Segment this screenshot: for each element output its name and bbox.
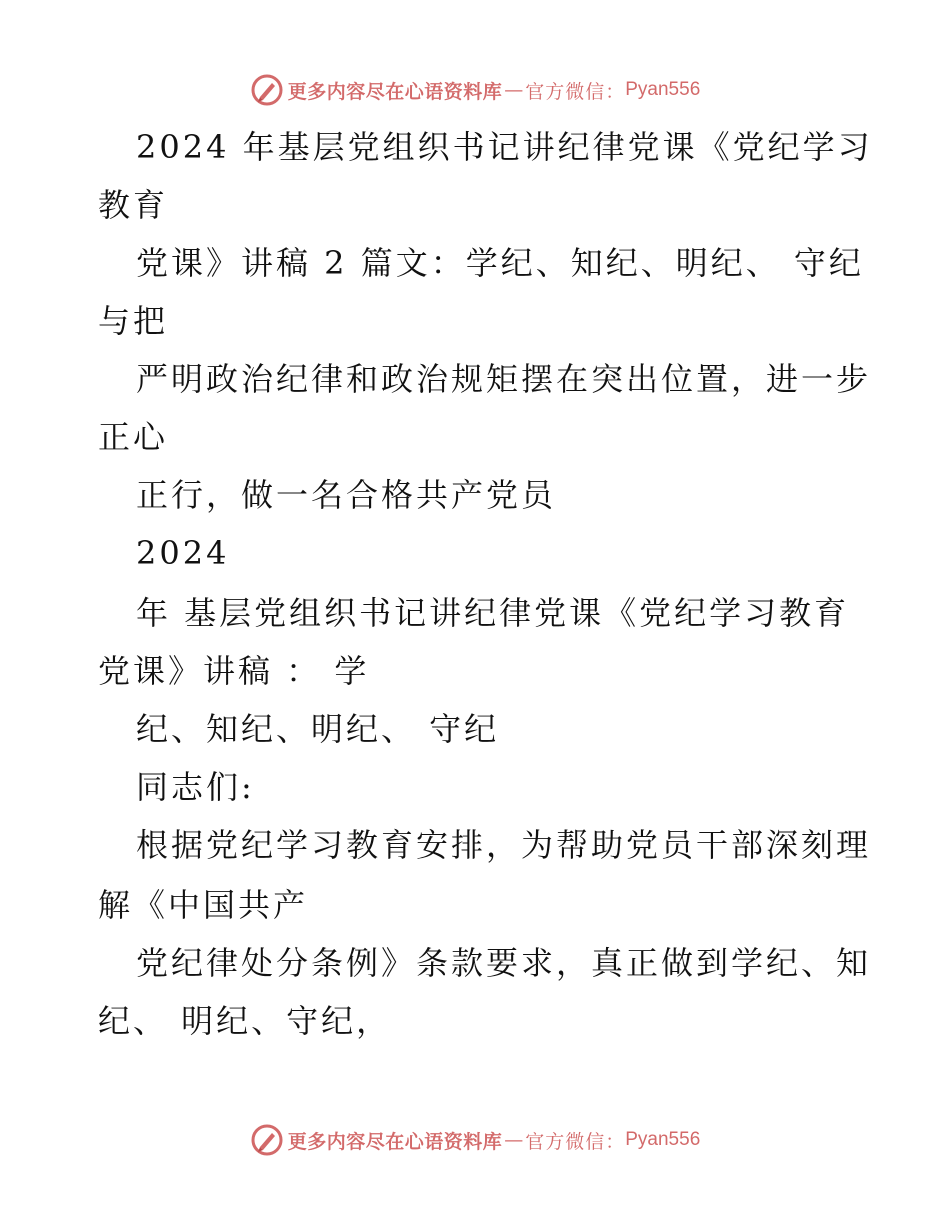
watermark-text: 更多内容尽在心语资料库	[287, 1130, 503, 1153]
pen-logo-icon	[250, 1123, 284, 1157]
body-line: 党纪律处分条例》条款要求，真正做到学纪、知	[136, 944, 872, 982]
body-line: 同志们:	[136, 768, 255, 806]
watermark-header	[0, 70, 950, 110]
watermark-wechat-id: Pyan556	[625, 79, 701, 100]
body-line: 教育	[98, 186, 169, 224]
watermark-dash: —	[504, 79, 524, 101]
body-line: 2024 年基层党组织书记讲纪律党课《党纪学习	[136, 128, 873, 166]
watermark-wechat-id: Pyan556	[625, 1129, 701, 1150]
watermark-wechat-label: 官方微信：	[525, 80, 626, 103]
body-line: 解《中国共产	[98, 886, 309, 924]
body-line: 纪、知纪、明纪、 守纪	[136, 710, 500, 748]
watermark-dash: —	[504, 1129, 524, 1151]
body-line: 与把	[98, 302, 169, 340]
body-line: 根据党纪学习教育安排，为帮助党员干部深刻理	[136, 826, 872, 864]
watermark-footer	[0, 1120, 950, 1160]
body-line: 党课》讲稿 ： 学	[98, 652, 370, 690]
body-line: 正行，做一名合格共产党员	[136, 476, 557, 514]
body-line: 党课》讲稿 2 篇文：学纪、知纪、明纪、 守纪	[136, 244, 864, 282]
body-line: 2024	[136, 534, 230, 572]
watermark-text: 更多内容尽在心语资料库	[287, 80, 503, 103]
watermark-wechat-label: 官方微信：	[525, 1130, 626, 1153]
body-line: 纪、 明纪、守纪，	[98, 1002, 392, 1040]
body-line: 正心	[98, 418, 169, 456]
body-line: 严明政治纪律和政治规矩摆在突出位置，进一步	[136, 360, 872, 398]
pen-logo-icon	[250, 73, 284, 107]
body-line: 年 基层党组织书记讲纪律党课《党纪学习教育	[136, 594, 850, 632]
